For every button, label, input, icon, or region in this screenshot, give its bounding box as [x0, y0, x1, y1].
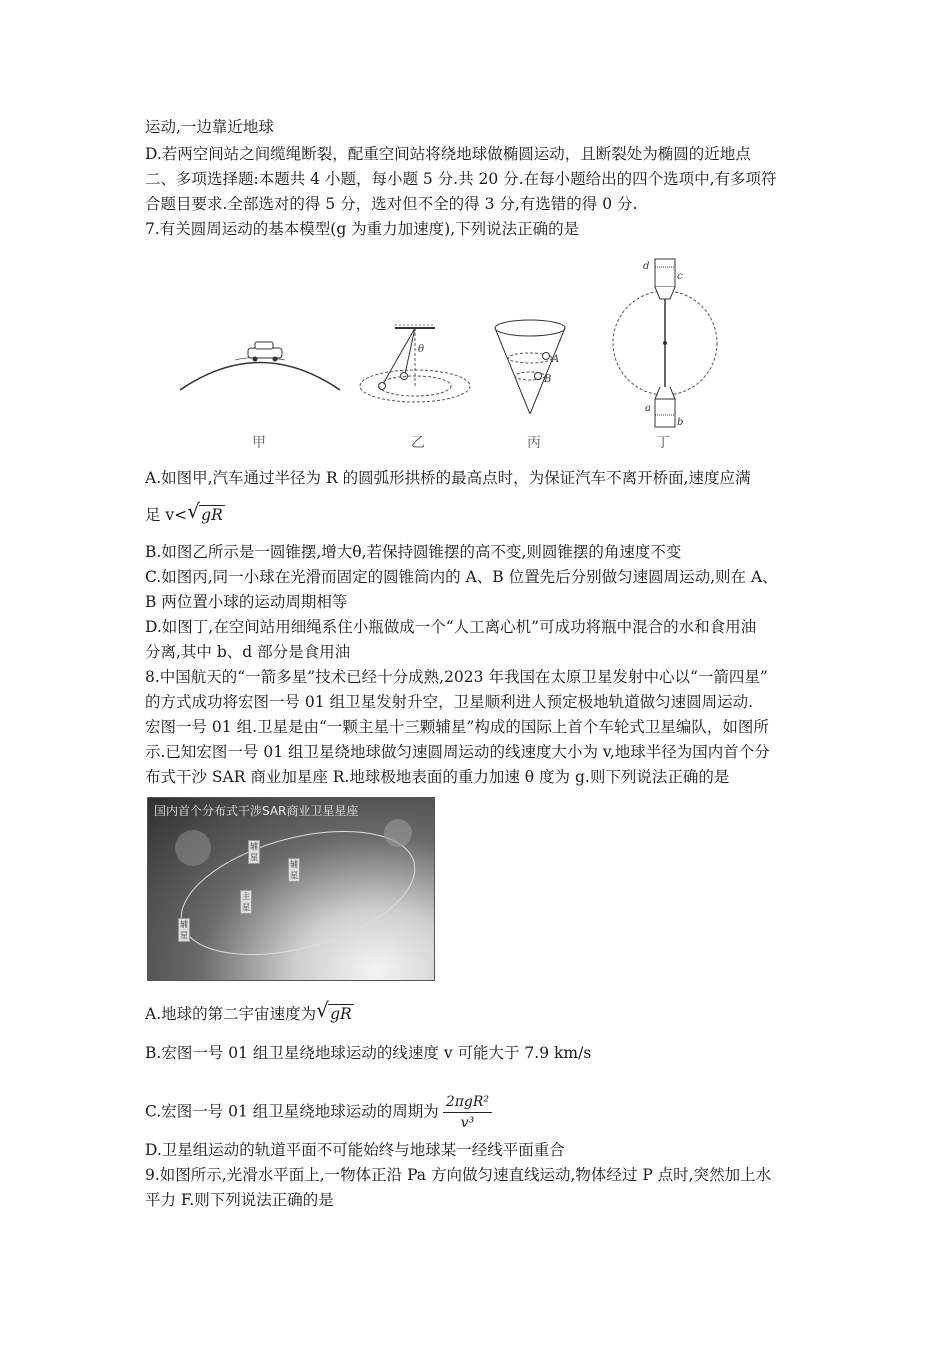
sqrt-gr-2: √ gR [316, 998, 352, 1023]
label-a: a [645, 403, 651, 414]
q8-option-b: B.宏图一号 01 组卫星绕地球运动的线速度 v 可能大于 7.9 km/s [145, 1044, 592, 1062]
q7-option-a-line1: A.如图甲,汽车通过半径为 R 的圆弧形拱桥的最高点时，为保证汽车不离开桥面,速度应满 [145, 469, 751, 487]
satellite-aux-1: 辅星 [250, 842, 258, 862]
q8-option-d: D.卫星组运动的轨道平面不可能始终与地球某一经线平面重合 [145, 1141, 565, 1159]
q8-stem-1: 8.中国航天的“一箭多星”技术已经十分成熟,2023 年我国在太原卫星发射中心以“一箭四星” [145, 668, 768, 686]
figure-caption-bing: 丙 [527, 435, 541, 451]
theta-label: θ [418, 344, 425, 355]
label-d: d [643, 261, 650, 272]
q9-stem-2: 平力 F.则下列说法正确的是 [145, 1191, 334, 1209]
figure-bing-cone [490, 318, 570, 418]
orbit-lines [148, 798, 434, 980]
sqrt-gr: √ gR [187, 499, 223, 524]
section-heading-multiple-choice: 二、多项选择题:本题共 4 小题，每小题 5 分.共 20 分.在每小题给出的四个选项中,有多项符 [145, 170, 777, 188]
satellite-constellation-photo [147, 797, 435, 981]
figure-caption-ding: 丁 [656, 435, 670, 451]
period-fraction: $\frac{\text{2πgR²}}{\text{v³}}$ [443, 1092, 492, 1133]
q7-option-c-line1: C.如图丙,同一小球在光滑而固定的圆锥筒内的 A、B 位置先后分别做匀速圆周运动,则在 A、 [145, 568, 778, 586]
q8-stem-3: 宏图一号 01 组.卫星是由“一颗主星十三颗辅星”构成的国际上首个车轮式卫星编队，如图所 [145, 718, 769, 736]
photo-title: 国内首个分布式干涉SAR商业卫星星座 [154, 804, 359, 818]
figure-ding-centrifuge [605, 255, 725, 430]
satellite-aux-3: 辅星 [180, 920, 188, 940]
q7-option-a-line2 [145, 499, 225, 525]
q7-stem: 7.有关圆周运动的基本模型(g 为重力加速度),下列说法正确的是 [145, 220, 580, 238]
label-b: b [677, 417, 684, 428]
q7-option-d-line1: D.如图丁,在空间站用细绳系住小瓶做成一个“人工离心机”可成功将瓶中混合的水和食用油 [145, 618, 757, 636]
q7-option-c-line2: B 两位置小球的运动周期相等 [145, 593, 348, 611]
figure-caption-yi: 乙 [411, 435, 425, 451]
q7-option-d-line2: 分离,其中 b、d 部分是食用油 [145, 643, 351, 661]
text-line-continuation: 运动,一边靠近地球 [145, 118, 274, 136]
q9-stem-1: 9.如图所示,光滑水平面上,一物体正沿 Pa 方向做匀速直线运动,物体经过 P 点时,突然加上水 [145, 1166, 772, 1184]
label-c: c [677, 271, 683, 282]
figure-yi-conical-pendulum [355, 322, 485, 408]
q8-stem-5: 布式干沙 SAR 商业加星座 R.地球极地表面的重力加速 θ 度为 g.则下列说法正确的是 [145, 768, 730, 786]
q7-option-b: B.如图乙所示是一圆锥摆,增大θ,若保持圆锥摆的高不变,则圆锥摆的角速度不变 [145, 543, 682, 561]
satellite-main: 主星 [242, 892, 250, 912]
q7-option-a-prefix: 足 v< [145, 506, 188, 524]
q8-stem-2: 的方式成功将宏图一号 01 组卫星发射升空，卫星顺利进人预定极地轨道做匀速圆周运动. [145, 693, 754, 711]
q8-option-a: A.地球的第二宇宙速度为 √ gR [145, 998, 352, 1023]
figure-jia-car-bridge [175, 330, 345, 400]
q6-option-d: D.若两空间站之间缆绳断裂，配重空间站将绕地球做椭圆运动，且断裂处为椭圆的近地点 [145, 145, 751, 163]
figure-caption-jia: 甲 [252, 435, 266, 451]
q8-stem-4: 示.已知宏图一号 01 组卫星绕地球做匀速圆周运动的线速度大小为 v,地球半径为国内首个分 [145, 743, 770, 761]
section-instructions: 合题目要求.全部选对的得 5 分，选对但不全的得 3 分,有选错的得 0 分. [145, 195, 638, 213]
point-b-label: B [544, 374, 552, 385]
satellite-aux-2: 辅星 [290, 860, 298, 880]
q8-option-c: C.宏图一号 01 组卫星绕地球运动的周期为 $\frac{\text{2πgR²}}{\text{v³}}$ [145, 1092, 492, 1133]
point-a-label: A [552, 354, 560, 365]
